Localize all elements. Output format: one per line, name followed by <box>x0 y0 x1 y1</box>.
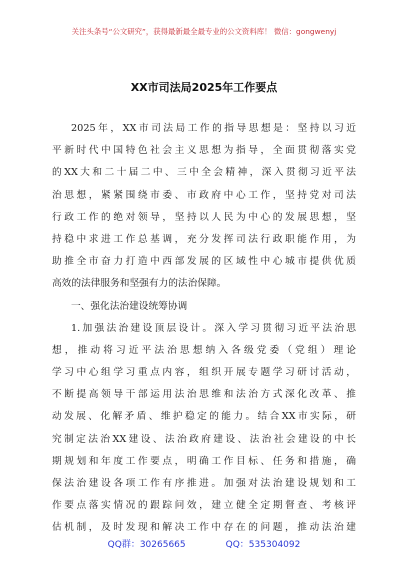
body-line: 平新时代中国特色社会主义思想为指导，全面贯彻落实党 <box>52 145 356 157</box>
footer-qq-group: QQ群：30265665 <box>107 540 186 550</box>
document-title: XX市司法局2025年工作要点 <box>130 81 278 94</box>
body-line: 学习中心组学习重点内容，组织开展专题学习研讨活动， <box>52 367 356 379</box>
section-heading: 一、强化法治建设统筹协调 <box>71 300 188 312</box>
body-line: 动发展、化解矛盾、维护稳定的能力。结合XX市实际，研 <box>52 411 356 423</box>
body-line: 行政工作的绝对领导，坚持以人民为中心的发展思想，坚 <box>52 211 356 223</box>
body-line: 不断提高领导干部运用法治思维和法治方式深化改革、推 <box>52 389 356 401</box>
footer-contact <box>0 537 408 550</box>
body-line: 高效的法律服务和坚强有力的法治保障。 <box>52 278 227 290</box>
document-body <box>52 118 356 540</box>
body-line: 期规划和年度工作要点，明确工作目标、任务和措施，确 <box>52 455 356 467</box>
body-line: 的XX大和二十届二中、三中全会精神，深入贯彻习近平法 <box>52 167 356 179</box>
body-line: 想，推动将习近平法治思想纳入各级党委（党组）理论 <box>52 344 356 356</box>
body-line: 2025年，XX市司法局工作的指导思想是：坚持以习近 <box>71 123 356 134</box>
body-line: 持稳中求进工作总基调，充分发挥司法行政职能作用，为 <box>52 233 356 245</box>
body-line: 治思想，紧紧围绕市委、市政府中心工作，坚持党对司法 <box>52 189 356 201</box>
body-line: 作要点落实情况的跟踪问效，建立健全定期督查、考核评 <box>52 500 356 512</box>
body-line: 1.加强法治建设顶层设计。深入学习贯彻习近平法治思 <box>71 322 356 334</box>
header-banner: 关注头条号“公文研究”，获得最新最全最专业的公文资料库！ 微信：gongwenyj <box>71 27 337 36</box>
body-line: 估机制，及时发现和解决工作中存在的问题，推动法治建 <box>52 522 356 534</box>
body-line: 保法治建设各项工作有序推进。加强对法治建设规划和工 <box>52 478 356 489</box>
footer-qq-number: QQ：535304092 <box>225 540 301 550</box>
body-line: 助推全市奋力打造中西部发展的区域性中心城市提供优质 <box>52 256 356 268</box>
body-line: 究制定法治XX建设、法治政府建设、法治社会建设的中长 <box>52 433 356 445</box>
